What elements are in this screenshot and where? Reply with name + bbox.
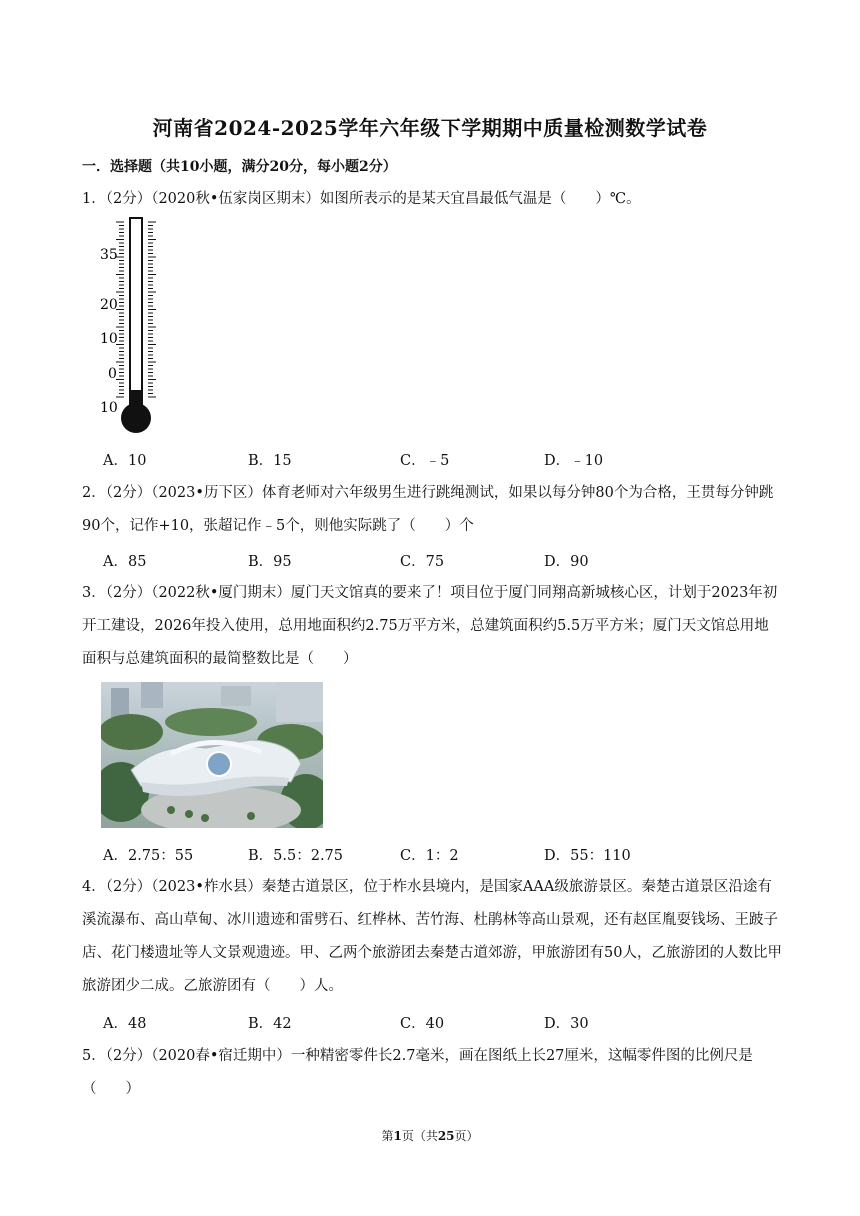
option-d[interactable]: D．55：110	[544, 848, 631, 864]
footer-total: 25	[437, 1129, 455, 1143]
tick-label-10: 10	[100, 331, 118, 347]
question-1: 1．（2分）（2020秋•伍家岗区期末）如图所表示的是某天宜昌最低气温是（ ）℃。	[82, 191, 641, 207]
tick-label-0: 0	[108, 366, 117, 382]
option-a[interactable]: A．48	[103, 1016, 147, 1032]
option-b[interactable]: B．95	[248, 554, 292, 570]
page-title: 河南省2024-2025学年六年级下学期期中质量检测数学试卷	[152, 116, 708, 140]
option-d[interactable]: D．90	[544, 554, 589, 570]
option-b[interactable]: B．5.5：2.75	[248, 848, 344, 864]
question-4: 4．（2分）（2023•柞水县）秦楚古道景区，位于柞水县境内，是国家AAA级旅游景区。秦楚古道景区沿途有溪流瀑布、高山草甸、冰川遗迹和雷劈石、红桦林、苦竹海、杜鹃林等高山景观，还有赵匡胤耍钱场、王跛子店、花门楼遗址等人文景观遗迹。甲、乙两个旅游团去秦楚古道郊游，甲旅游团有50人，乙旅游团的人数比甲旅游团少二成。乙旅游团有（ ）人。	[82, 879, 782, 994]
option-a[interactable]: A．2.75：55	[103, 848, 194, 864]
option-a[interactable]: A．85	[103, 554, 147, 570]
question-5: 5．（2分）（2020春•宿迁期中）一种精密零件长2.7毫米，画在图纸上长27厘米，这幅零件图的比例尺是（ ）	[82, 1048, 753, 1097]
footer-middle: 页（共	[401, 1129, 438, 1143]
option-c[interactable]: C．﹣5	[400, 453, 450, 469]
astronomy-museum-photo	[101, 682, 323, 828]
options-q3	[103, 844, 783, 866]
footer-suffix: 页）	[454, 1129, 479, 1143]
options-q1	[103, 449, 783, 471]
footer-prefix: 第	[381, 1129, 394, 1143]
thermometer-figure	[92, 212, 172, 442]
section-heading: 一．选择题（共10小题，满分20分，每小题2分）	[82, 159, 397, 175]
option-d[interactable]: D．30	[544, 1016, 589, 1032]
tick-label-minus10: 10	[100, 400, 118, 416]
tick-label-20: 20	[100, 297, 118, 313]
option-a[interactable]: A．10	[103, 453, 147, 469]
option-b[interactable]: B．15	[248, 453, 292, 469]
question-3: 3．（2分）（2022秋•厦门期末）厦门天文馆真的要来了！项目位于厦门同翔高新城核心区，计划于2023年初开工建设，2026年投入使用，总用地面积约2.75万平方米，总建筑面积约5.5万平方米；厦门天文馆总用地面积与总建筑面积的最简整数比是（ ）	[82, 585, 778, 667]
thermometer-bulb	[121, 403, 151, 433]
option-b[interactable]: B．42	[248, 1016, 292, 1032]
tick-label-35: 35	[100, 247, 118, 263]
footer-page: 1	[393, 1129, 402, 1143]
options-q2	[103, 550, 783, 572]
option-c[interactable]: C．75	[400, 554, 445, 570]
thermometer-tube	[130, 218, 142, 404]
page-footer	[0, 1127, 860, 1144]
question-2: 2．（2分）（2023•历下区）体育老师对六年级男生进行跳绳测试，如果以每分钟80个为合格，王贯每分钟跳90个，记作+10，张超记作﹣5个，则他实际跳了（ ）个	[82, 485, 774, 534]
option-c[interactable]: C．1：2	[400, 848, 459, 864]
options-q4	[103, 1012, 783, 1034]
option-c[interactable]: C．40	[400, 1016, 445, 1032]
option-d[interactable]: D．﹣10	[544, 453, 604, 469]
